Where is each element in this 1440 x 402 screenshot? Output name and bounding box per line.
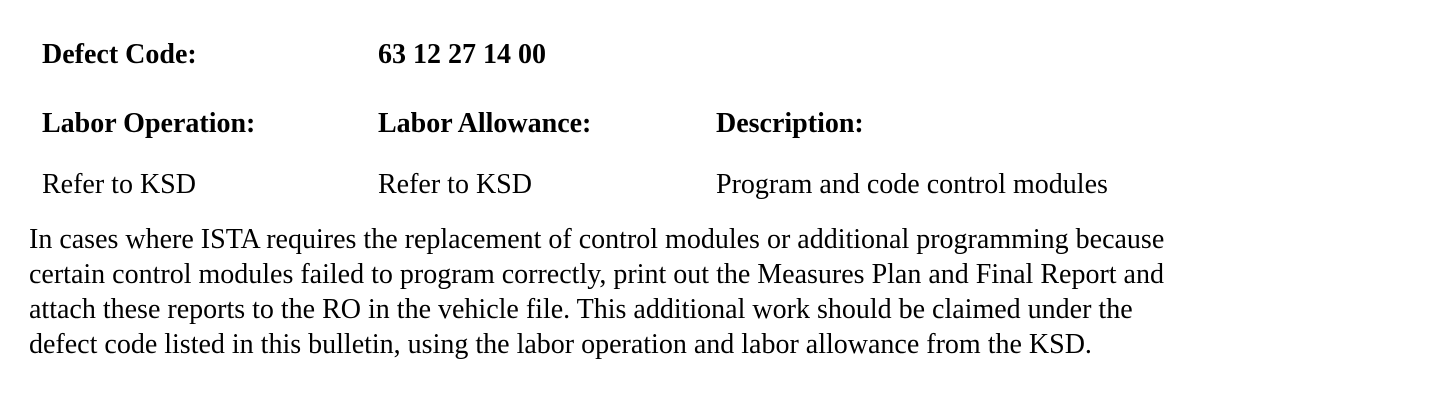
paragraph-line: In cases where ISTA requires the replacement of control modules or additional programming because: [29, 224, 1165, 255]
paragraph-line: defect code listed in this bulletin, using the labor operation and labor allowance from the KSD.: [29, 329, 1092, 360]
claim-instructions-paragraph: [29, 222, 1419, 362]
description-header: Description:: [716, 108, 864, 139]
defect-code-value: 63 12 27 14 00: [378, 39, 546, 70]
labor-operation-value: Refer to KSD: [42, 169, 196, 200]
paragraph-line: attach these reports to the RO in the vehicle file. This additional work should be claimed under the: [29, 294, 1133, 325]
labor-allowance-header: Labor Allowance:: [378, 108, 592, 139]
paragraph-line: certain control modules failed to program correctly, print out the Measures Plan and Final Report and: [29, 259, 1164, 290]
labor-operation-header: Labor Operation:: [42, 108, 256, 139]
description-value: Program and code control modules: [716, 169, 1108, 200]
defect-code-label: Defect Code:: [42, 39, 197, 70]
labor-allowance-value: Refer to KSD: [378, 169, 532, 200]
